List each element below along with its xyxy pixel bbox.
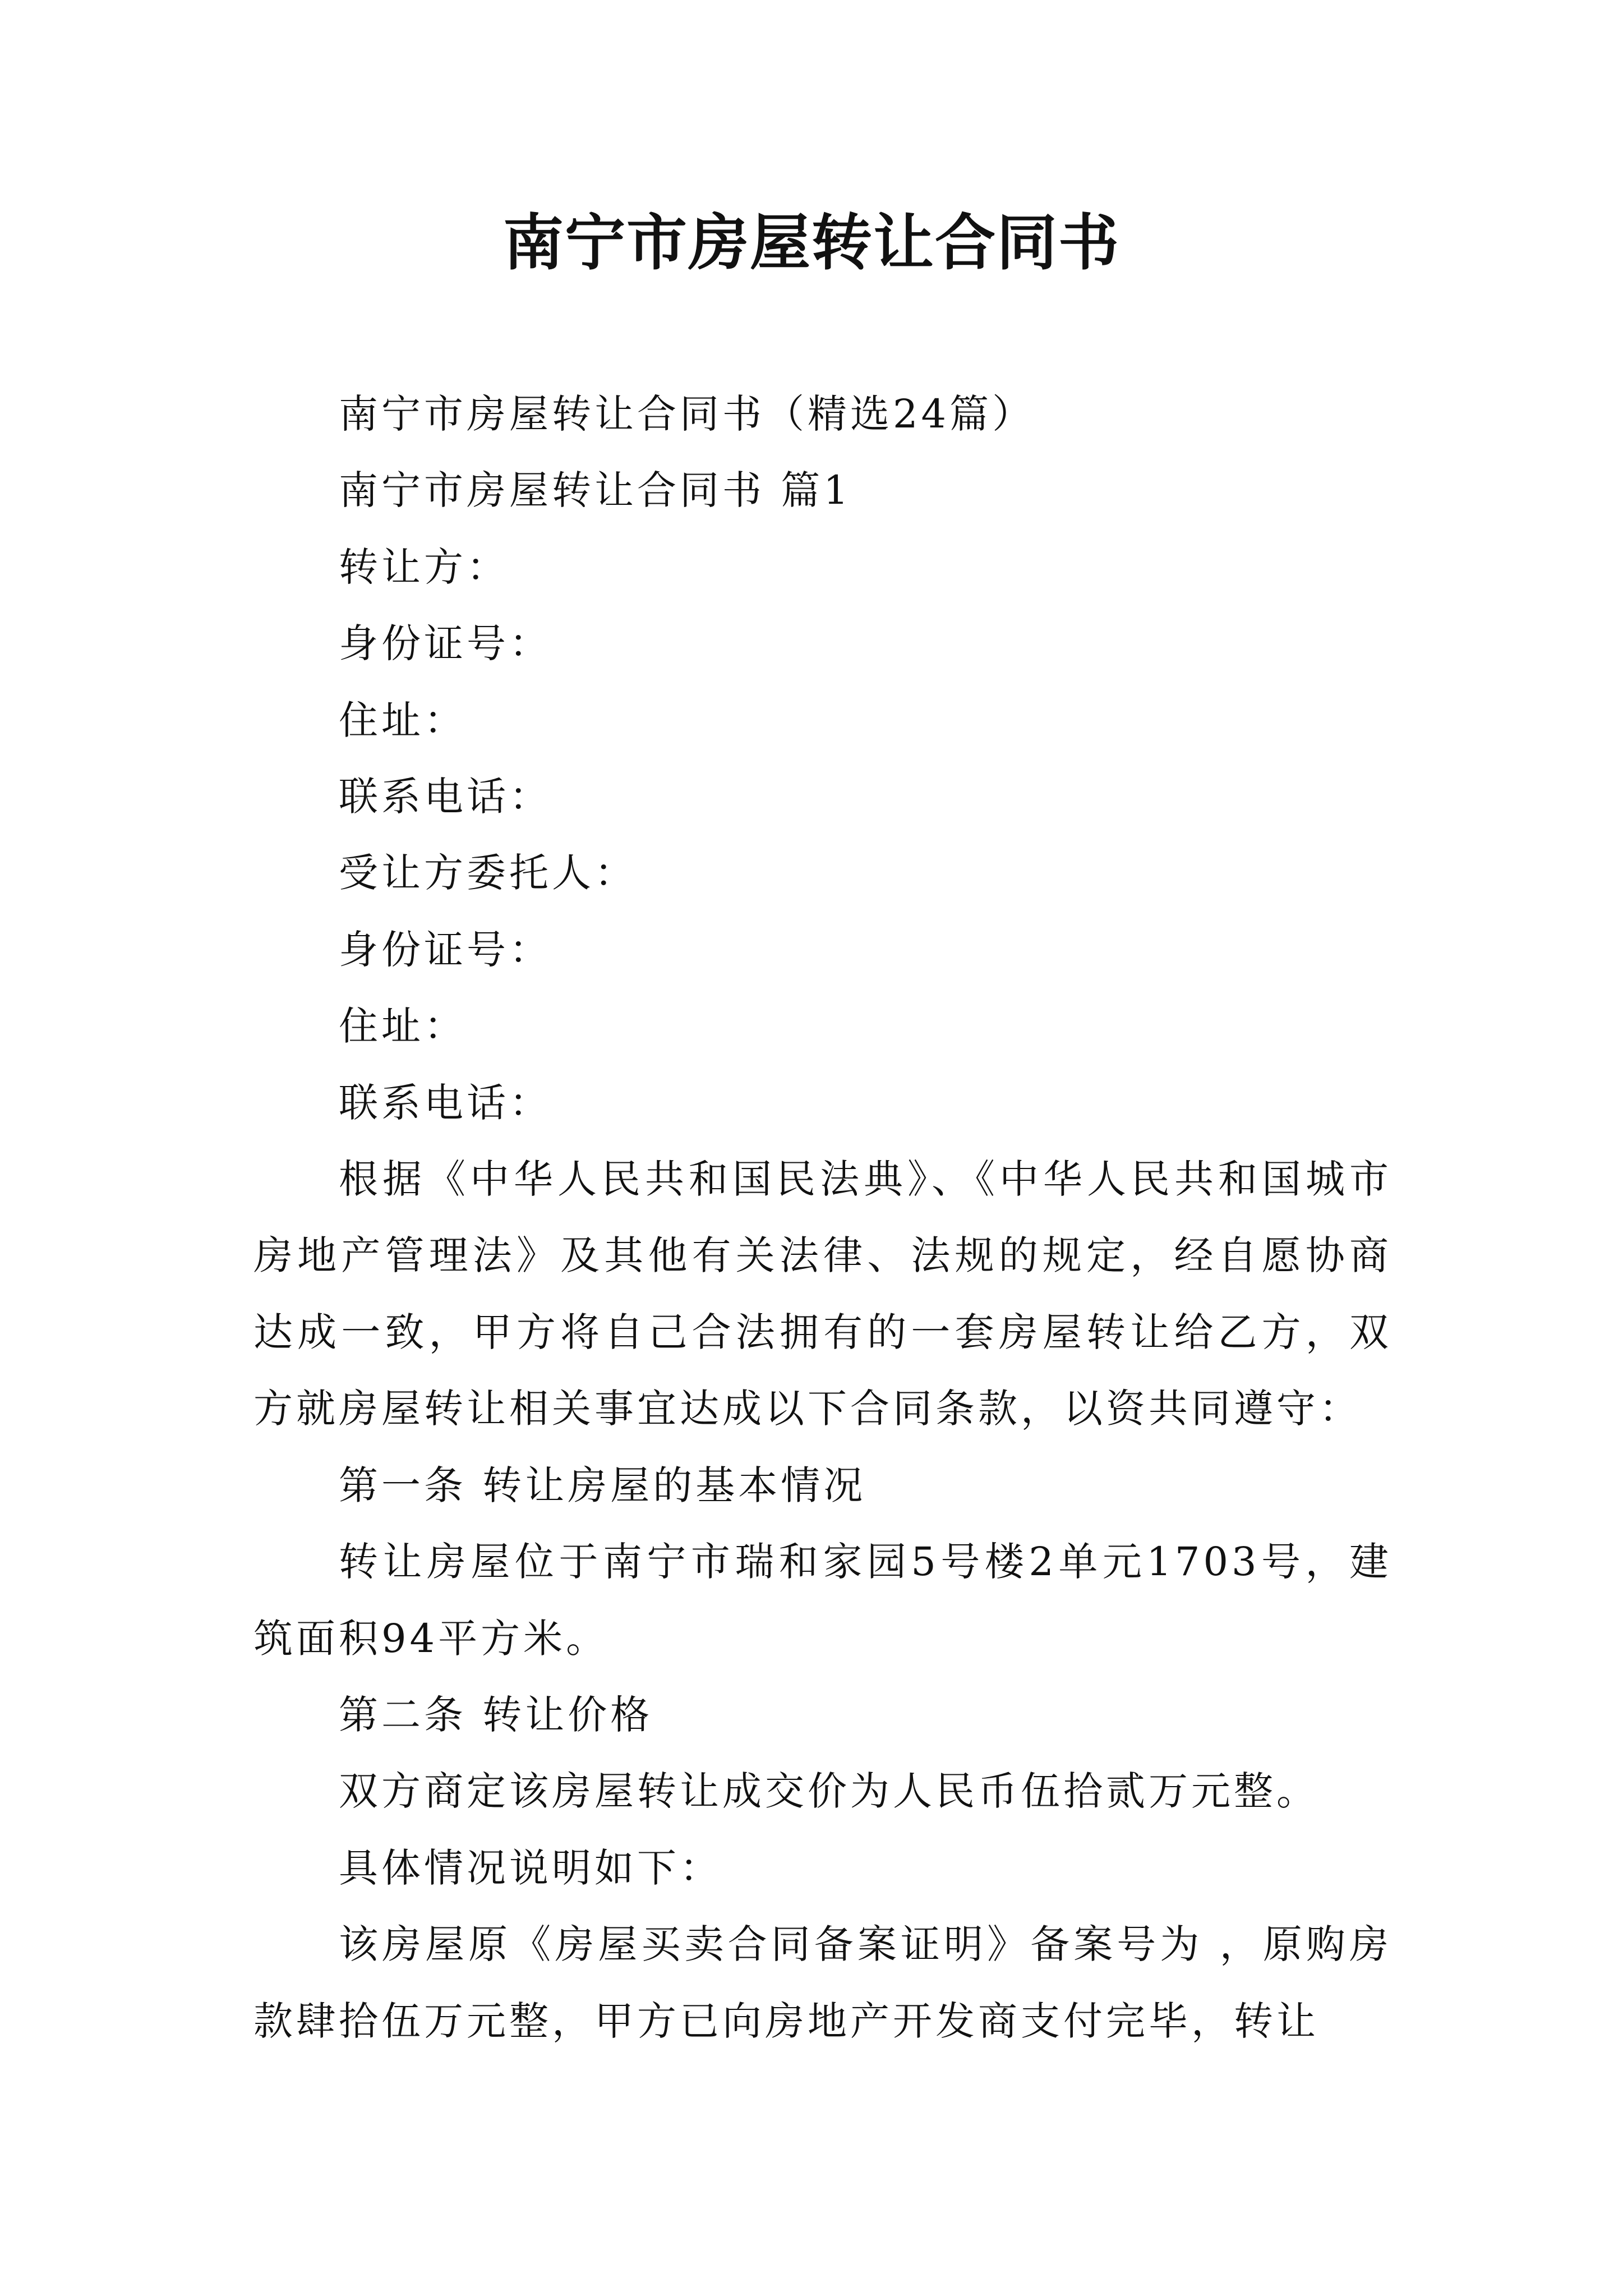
- transferee-agent-field: 受让方委托人：: [339, 850, 637, 896]
- details-paragraph: 该房屋原《房屋买卖合同备案证明》备案号为 ，原购房款肆拾伍万元整，甲方已向房地产开发商支付完毕，转让: [253, 1921, 1392, 2044]
- subtitle-paragraph: 南宁市房屋转让合同书（精选24篇）: [339, 391, 1035, 437]
- article-1-heading: 第一条 转让房屋的基本情况: [339, 1462, 866, 1508]
- phone-field: 联系电话：: [339, 1079, 552, 1126]
- article-1-body: 转让房屋位于南宁市瑞和家园5号楼2单元1703号，建筑面积94平方米。: [253, 1539, 1392, 1662]
- phone-field: 联系电话：: [339, 774, 552, 820]
- address-field: 住址：: [339, 697, 467, 743]
- article-2-body: 双方商定该房屋转让成交价为人民币伍拾贰万元整。: [339, 1768, 1319, 1815]
- details-intro: 具体情况说明如下：: [339, 1844, 722, 1891]
- document-body: [253, 376, 1392, 2059]
- document-title: 南宁市房屋转让合同书: [502, 208, 1120, 278]
- id-number-field: 身份证号：: [339, 620, 552, 667]
- transferor-field: 转让方：: [339, 544, 509, 590]
- section-heading: 南宁市房屋转让合同书 篇1: [339, 467, 852, 514]
- id-number-field: 身份证号：: [339, 926, 552, 973]
- article-2-heading: 第二条 转让价格: [339, 1691, 653, 1738]
- address-field: 住址：: [339, 1003, 467, 1050]
- legal-basis-paragraph: 根据《中华人民共和国民法典》、《中华人民共和国城市房地产管理法》及其他有关法律、法规的规定，经自愿协商达成一致，甲方将自己合法拥有的一套房屋转让给乙方，双方就房屋转让相关事宜达成以下合同条款，以资共同遵守：: [253, 1156, 1392, 1432]
